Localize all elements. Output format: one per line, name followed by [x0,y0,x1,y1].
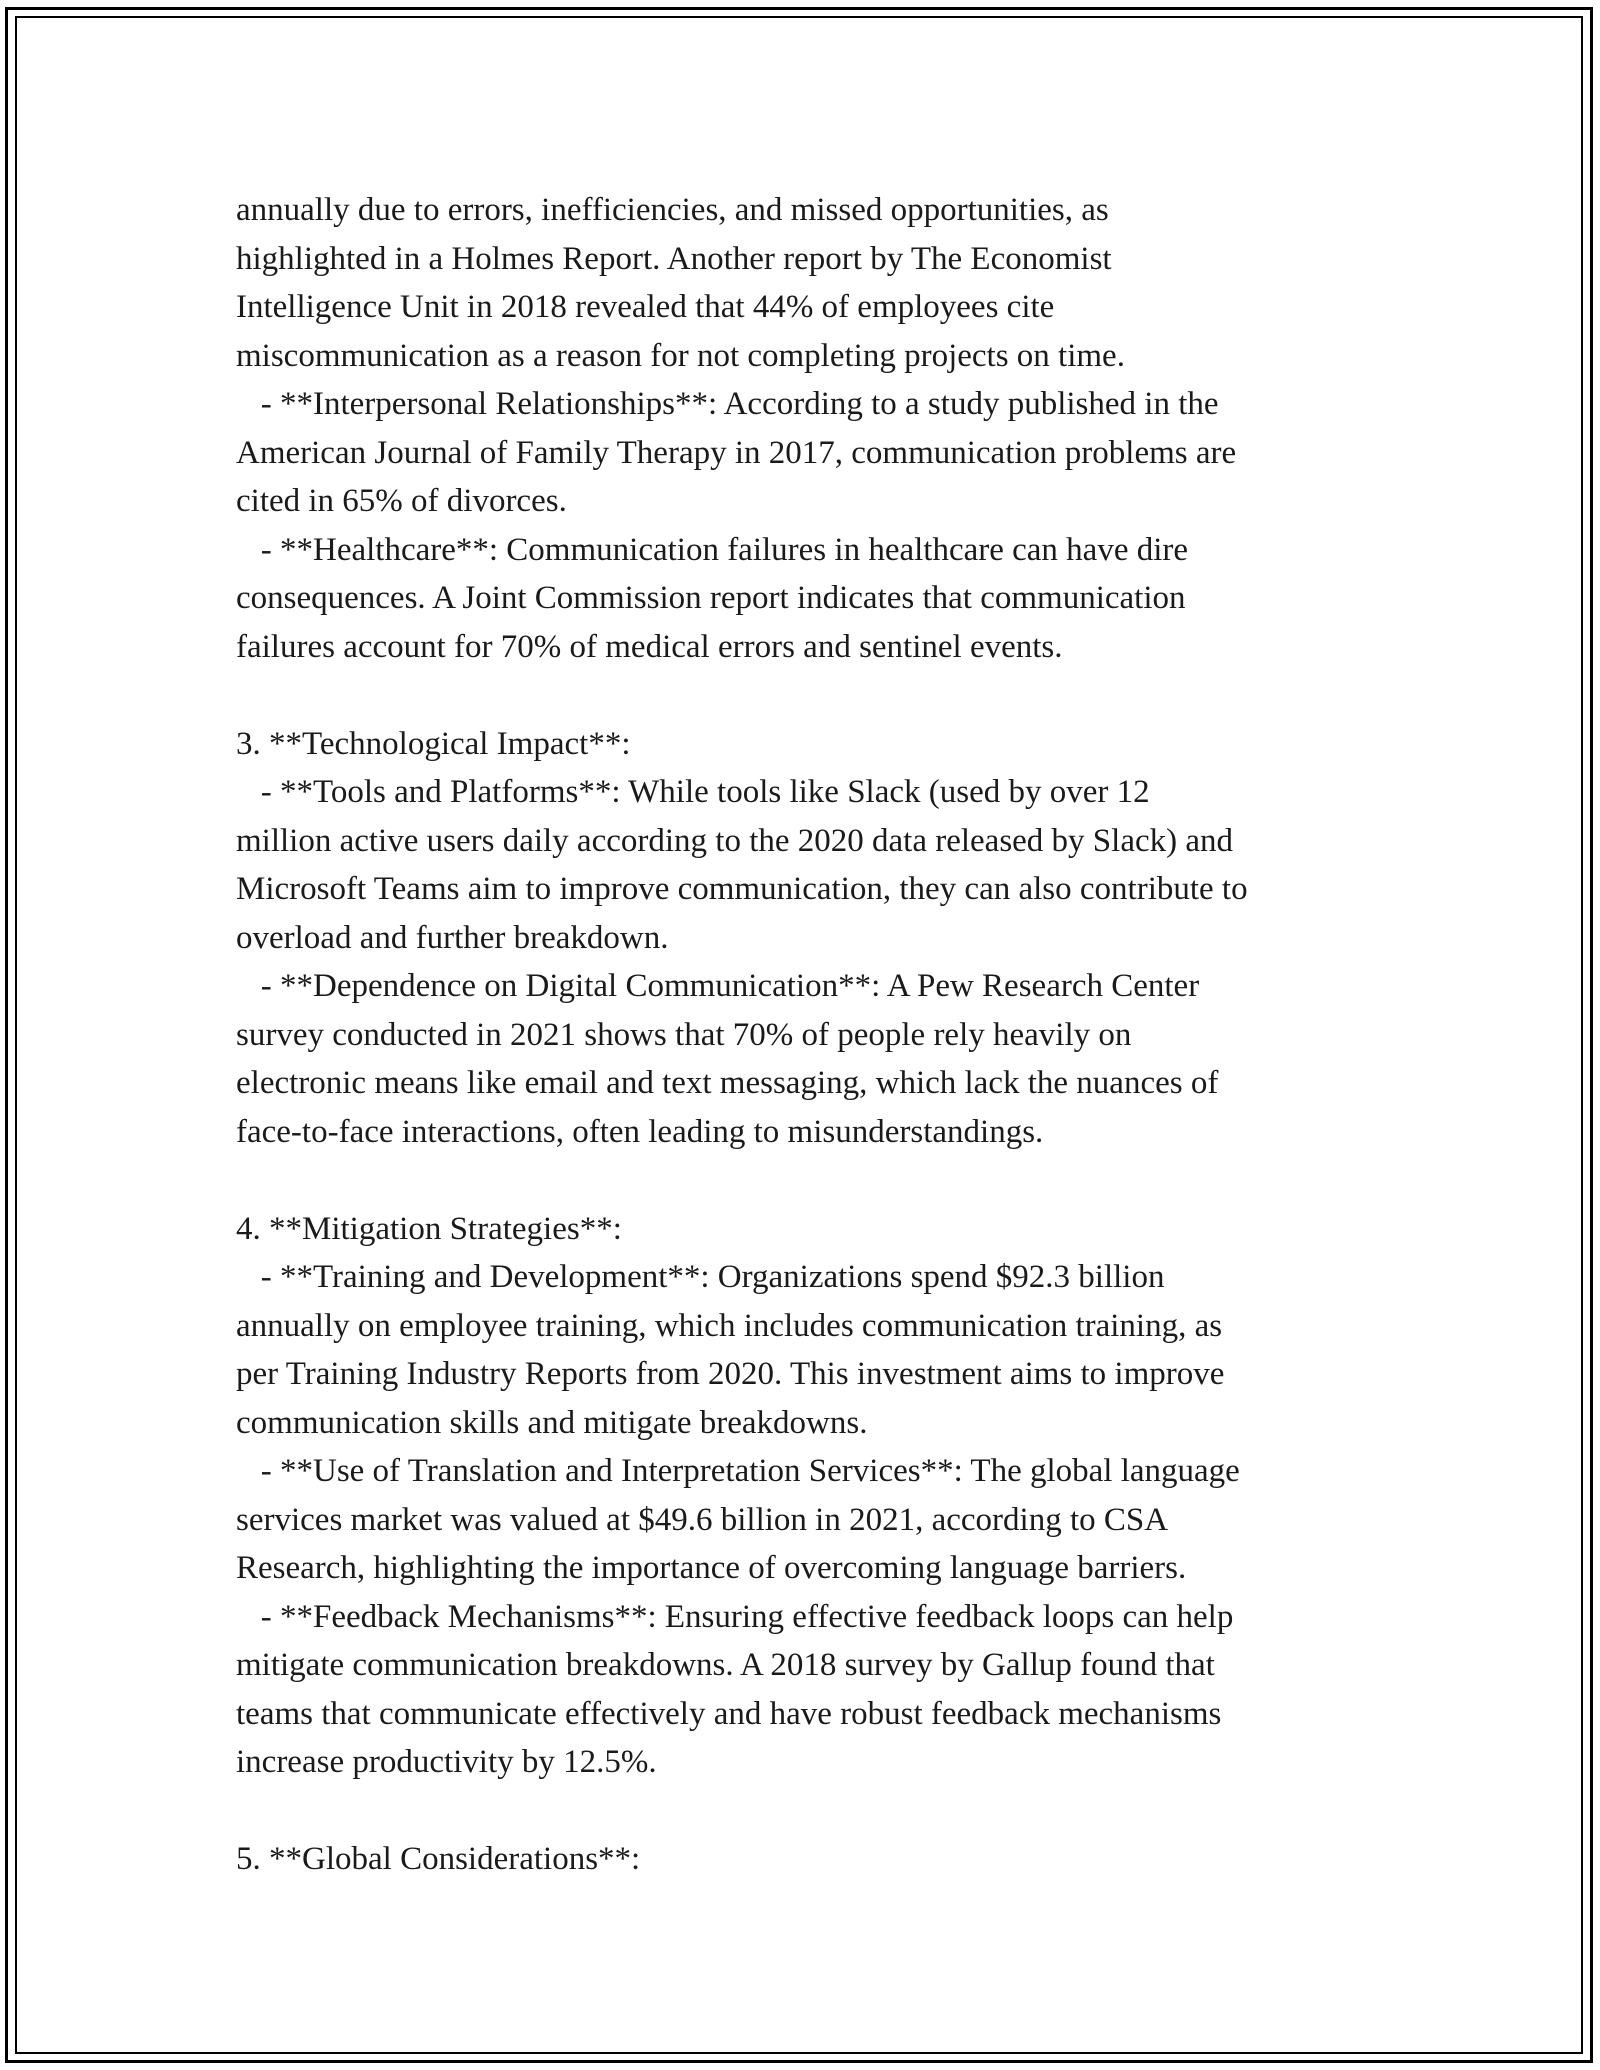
text-line: miscommunication as a reason for not completing projects on time. [236,337,1125,374]
text-line: annually on employee training, which includes communication training, as [236,1307,1223,1344]
text-line: - **Dependence on Digital Communication**: A Pew Research Center [236,968,1200,1004]
text-line: - **Tools and Platforms**: While tools like Slack (used by over 12 [236,774,1150,810]
text-line: services market was valued at $49.6 billion in 2021, according to CSA [236,1501,1169,1538]
text-line: increase productivity by 12.5%. [236,1744,657,1780]
text-line: survey conducted in 2021 shows that 70% of people rely heavily on [236,1016,1132,1053]
text-line: - **Training and Development**: Organizations spend $92.3 billion [236,1259,1165,1295]
text-line: - **Use of Translation and Interpretation Services**: The global language [236,1453,1240,1489]
text-line: electronic means like email and text messaging, which lack the nuances of [236,1065,1219,1101]
text-line: - **Healthcare**: Communication failures in healthcare can have dire [236,531,1189,568]
text-line: Microsoft Teams aim to improve communication, they can also contribute to [236,871,1248,907]
text-line: face-to-face interactions, often leading to misunderstandings. [236,1113,1044,1150]
text-line: Intelligence Unit in 2018 revealed that 44% of employees cite [236,289,1055,325]
section-heading: 3. **Technological Impact**: [236,725,631,762]
text-line: per Training Industry Reports from 2020. This investment aims to improve [236,1356,1225,1392]
blank-line [236,1787,1386,1836]
text-line: mitigate communication breakdowns. A 2018 survey by Gallup found that [236,1647,1215,1683]
section-heading: 5. **Global Considerations**: [236,1841,641,1877]
text-line: - **Interpersonal Relationships**: According to a study published in the [236,386,1219,422]
text-line: million active users daily according to the 2020 data released by Slack) and [236,822,1234,859]
text-line: failures account for 70% of medical errors and sentinel events. [236,628,1063,665]
blank-line [236,1156,1386,1205]
text-line: cited in 65% of divorces. [236,483,567,519]
blank-line [236,671,1386,720]
text-line: communication skills and mitigate breakdowns. [236,1404,868,1441]
text-line: - **Feedback Mechanisms**: Ensuring effective feedback loops can help [236,1598,1234,1635]
text-line: American Journal of Family Therapy in 2017, communication problems are [236,434,1237,471]
text-line: annually due to errors, inefficiencies, and missed opportunities, as [236,192,1109,228]
section-heading: 4. **Mitigation Strategies**: [236,1210,622,1247]
text-line: Research, highlighting the importance of overcoming language barriers. [236,1550,1187,1586]
text-line: consequences. A Joint Commission report indicates that communication [236,580,1186,616]
text-line: overload and further breakdown. [236,919,669,956]
text-line: teams that communicate effectively and have robust feedback mechanisms [236,1695,1222,1732]
text-line: highlighted in a Holmes Report. Another report by The Economist [236,240,1112,277]
document-body [236,186,1386,1884]
